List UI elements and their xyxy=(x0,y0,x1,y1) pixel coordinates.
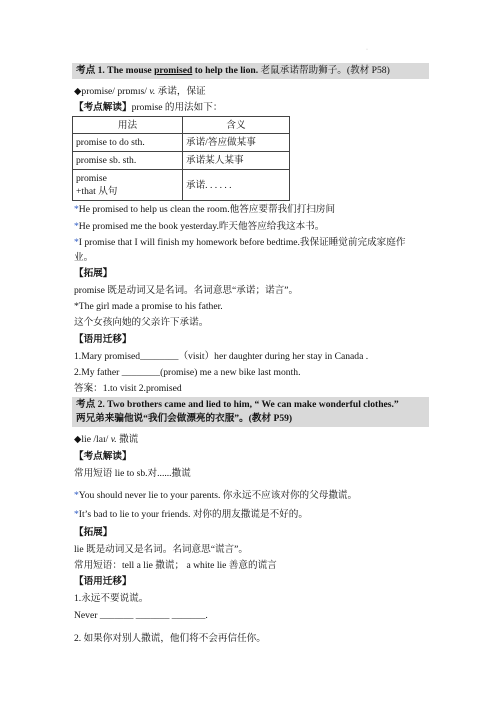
table-row: promise sb. sth. 承诺某人某事 xyxy=(73,152,290,170)
example-line: *You should never lie to your parents. 你永远不应该对你的父母撒谎。 xyxy=(74,490,358,501)
table-header-row xyxy=(73,117,290,134)
asterisk-icon: * xyxy=(74,221,79,232)
transfer-label: 【语用迁移】 xyxy=(74,576,132,587)
kp1-note: 【考点解读】promise 的用法如下： xyxy=(74,102,223,113)
extension-text: lie 既是动词又是名词。名词意思“谎言”。 xyxy=(74,544,249,555)
asterisk-icon: * xyxy=(74,509,79,520)
kp2-heading-zh: 两兄弟来骗他说“我们会做漂亮的衣服”。(教材 P59) xyxy=(76,413,293,424)
asterisk-icon: * xyxy=(74,204,79,215)
example-line: *He promised to help us clean the room.他答应要帮我们打扫房间 xyxy=(74,204,336,215)
exercise-question: 2.My father ________(promise) me a new bike last month. xyxy=(74,367,301,378)
extension-label: 【拓展】 xyxy=(74,268,113,279)
kp2-note-label: 【考点解读】 xyxy=(74,451,132,462)
extension-label: 【拓展】 xyxy=(74,527,113,538)
exercise-answer: 答案：1.to visit 2.promised xyxy=(74,383,182,394)
extension-phrases: 常用短语：tell a lie 撒谎； a white lie 善意的谎言 xyxy=(74,560,277,571)
diamond-icon: ◆ xyxy=(74,434,82,445)
table-header-usage: 用法 xyxy=(73,117,183,134)
kp2-note-text: 常用短语 lie to sb.对......撒谎 xyxy=(74,468,191,479)
table-row: promise to do sth. 承诺/答应做某事 xyxy=(73,134,290,152)
kp2-heading: 考点 2. Two brothers came and lied to him, “ We can make wonderful clothes.” xyxy=(76,399,399,410)
example-line: *It’s bad to lie to your friends. 对你的朋友撒谎是不好的。 xyxy=(74,509,308,520)
promise-entry: ◆promise/ prɒmɪs/ v. 承诺，保证 xyxy=(74,86,206,97)
exercise-blank: Never _______ _______ _______. xyxy=(74,610,208,621)
asterisk-icon: * xyxy=(74,490,79,501)
extension-translation: 这个女孩向她的父亲许下承诺。 xyxy=(74,317,209,328)
asterisk-icon: * xyxy=(74,237,79,248)
exercise-question: 1.永远不要说谎。 xyxy=(74,593,149,604)
exercise-question: 2. 如果你对别人撒谎，他们将不会再信任你。 xyxy=(74,633,266,644)
example-line-cont: 业。 xyxy=(74,252,94,263)
transfer-label: 【语用迁移】 xyxy=(74,334,132,345)
table-row: promise +that 从句 承诺. . . . . . xyxy=(73,170,290,201)
kp1-heading: 考点 1. The mouse promised to help the lion. 老鼠承诺帮助狮子。(教材 P58) xyxy=(76,65,390,76)
page-mark: · xyxy=(366,47,368,53)
exercise-question: 1.Mary promised________（visit）her daughter during her stay in Canada . xyxy=(74,351,369,362)
table-header-meaning: 含义 xyxy=(183,117,290,134)
example-line: *I promise that I will finish my homework before bedtime.我保证睡觉前完成家庭作 xyxy=(74,237,406,248)
highlight-word: promised xyxy=(154,65,193,76)
extension-example: *The girl made a promise to his father. xyxy=(74,301,223,312)
example-line: *He promised me the book yesterday.昨天他答应给我这本书。 xyxy=(74,221,325,232)
usage-table xyxy=(72,116,290,201)
extension-text: promise 既是动词又是名词。名词意思“承诺；诺言”。 xyxy=(74,285,299,296)
lie-entry: ◆lie /laɪ/ v. 撒谎 xyxy=(74,434,139,445)
diamond-icon: ◆ xyxy=(74,86,82,97)
